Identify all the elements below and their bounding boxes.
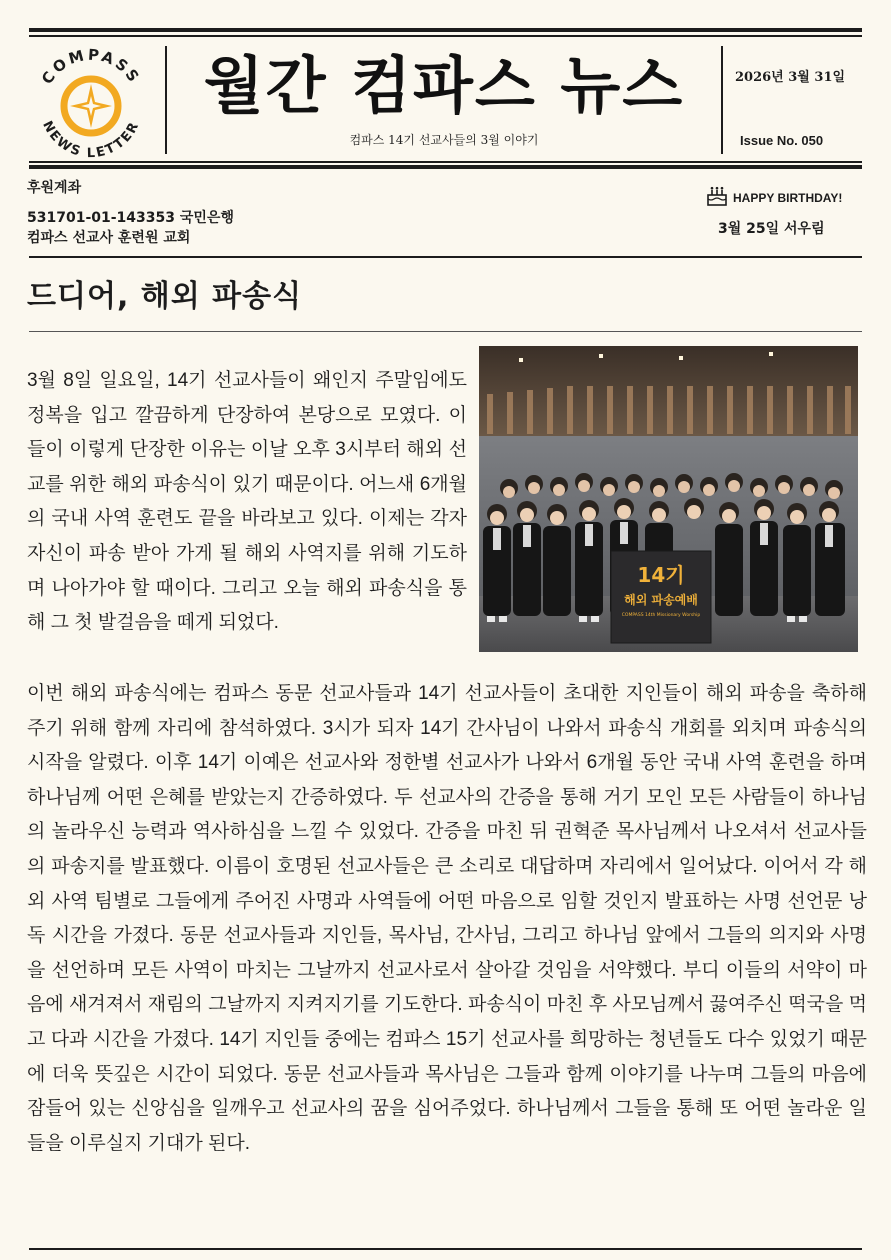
- account-title: 후원계좌: [27, 180, 82, 196]
- article-body: 이번 해외 파송식에는 컴파스 동문 선교사들과 14기 선교사들이 초대한 지인들이 해외 파송을 축하해 주기 위해 함께 자리에 참석하였다. 3시가 되자 14기 간사님이 나와서 파송식 개회를 외치며 파송식의 시작을 알렸다. 이후 14기 이예은 선교사와 정한별 선교사가 나와서 6개월 동안 국내 사역 훈련을 하며 하나님께 어떤 은혜를 받았는지 간증하였다. 두 선교사의 간증을 통해 거기 모인 모든 사람들이 하나님의 놀라우신 능력과 역사하심을 느낄 수 있었다. 간증을 마친 뒤 권혁준 목사님께서 나오셔서 선교사들의 파송지를 발표했다. 이름이 호명된 선교사들은 큰 소리로 대답하며 자리에서 일어났다. 이어서 각 해외 사역 팀별로 그들에게 주어진 사명과 사역들에 어떤 마음으로 임할 것인지 발표하는 사명 선언문 낭독 시간을 가졌다. 동문 선교사들과 지인들, 목사님, 간사님, 그리고 하나님 앞에서 그들의 의지와 사명을 선언하며 모든 사역이 마치는 그날까지 선교사로서 살아갈 것임을 서약했다. 부디 이들의 서약이 마음에 새겨져서 재림의 그날까지 지켜지기를 기도한다. 파송식이 마친 후 사모님께서 끓여주신 떡국을 먹고 다과 시간을 가졌다. 14기 지인들 중에는 컴파스 15기 선교사를 희망하는 청년들도 다수 있었기 때문에 더욱 뜻깊은 시간이 되었다. 동문 선교사들과 목사님은 그들과 함께 이야기를 나누며 그들의 마음에 잠들어 있는 신앙심을 일깨우고 선교사의 꿈을 심어주었다. 하나님께서 그들을 통해 또 어떤 놀라운 일들을 이루실지 기대가 된다.: [27, 683, 867, 1154]
- svg-text:COMPASS 14th Missionary Worshi: COMPASS 14th Missionary Worship: [621, 613, 701, 618]
- article-headline: 드디어, 해외 파송식: [27, 279, 303, 314]
- cake-icon: [706, 186, 728, 209]
- birthday-entry: 3월 25일 서우림: [718, 221, 825, 237]
- top-rule-thin: [29, 35, 862, 37]
- svg-text:14기: 14기: [637, 563, 685, 587]
- top-rule-thick: [29, 28, 862, 32]
- masthead-divider-right: [721, 46, 723, 154]
- issue-number: Issue No. 050: [740, 133, 824, 148]
- svg-text:NEWS LETTER: NEWS LETTER: [39, 118, 143, 162]
- svg-text:해외 파송예배: 해외 파송예배: [624, 593, 698, 607]
- mid-rule-thick: [29, 165, 862, 169]
- article-intro: 3월 8일 일요일, 14기 선교사들이 왜인지 주말임에도 정복을 입고 깔끔하게 단장하여 본당으로 모였다. 이들이 이렇게 단장한 이유는 이날 오후 3시부터 해외 선교를 위한 해외 파송식이 있기 때문이다. 어느새 6개월의 국내 사역 훈련도 끝을 바라보고 있다. 이제는 각자 자신이 파송 받아 가게 될 해외 사역지를 위해 기도하며 나아가야 할 때이다. 그리고 오늘 해외 파송식을 통해 그 첫 발걸음을 떼게 되었다.: [27, 370, 467, 634]
- section-rule: [29, 256, 862, 258]
- account-number: 531701-01-143353 국민은행: [27, 210, 234, 226]
- headline-rule: [29, 331, 862, 332]
- birthday-text: HAPPY BIRTHDAY!: [733, 190, 843, 205]
- account-holder: 컴파스 선교사 훈련원 교회: [27, 230, 191, 246]
- photo-banner: [611, 551, 711, 643]
- birthday-label: [706, 186, 842, 209]
- svg-text:COMPASS: COMPASS: [37, 45, 145, 88]
- issue-date: 2026년 3월 31일: [735, 70, 846, 85]
- group-photo: [479, 346, 858, 652]
- compass-logo: [28, 40, 154, 166]
- newsletter-title: 월간 컴파스 뉴스: [203, 49, 685, 122]
- mid-rule-thin: [29, 161, 862, 163]
- bottom-rule: [29, 1248, 862, 1250]
- masthead-divider-left: [165, 46, 167, 154]
- newsletter-subtitle: 컴파스 14기 선교사들의 3월 이야기: [349, 133, 539, 147]
